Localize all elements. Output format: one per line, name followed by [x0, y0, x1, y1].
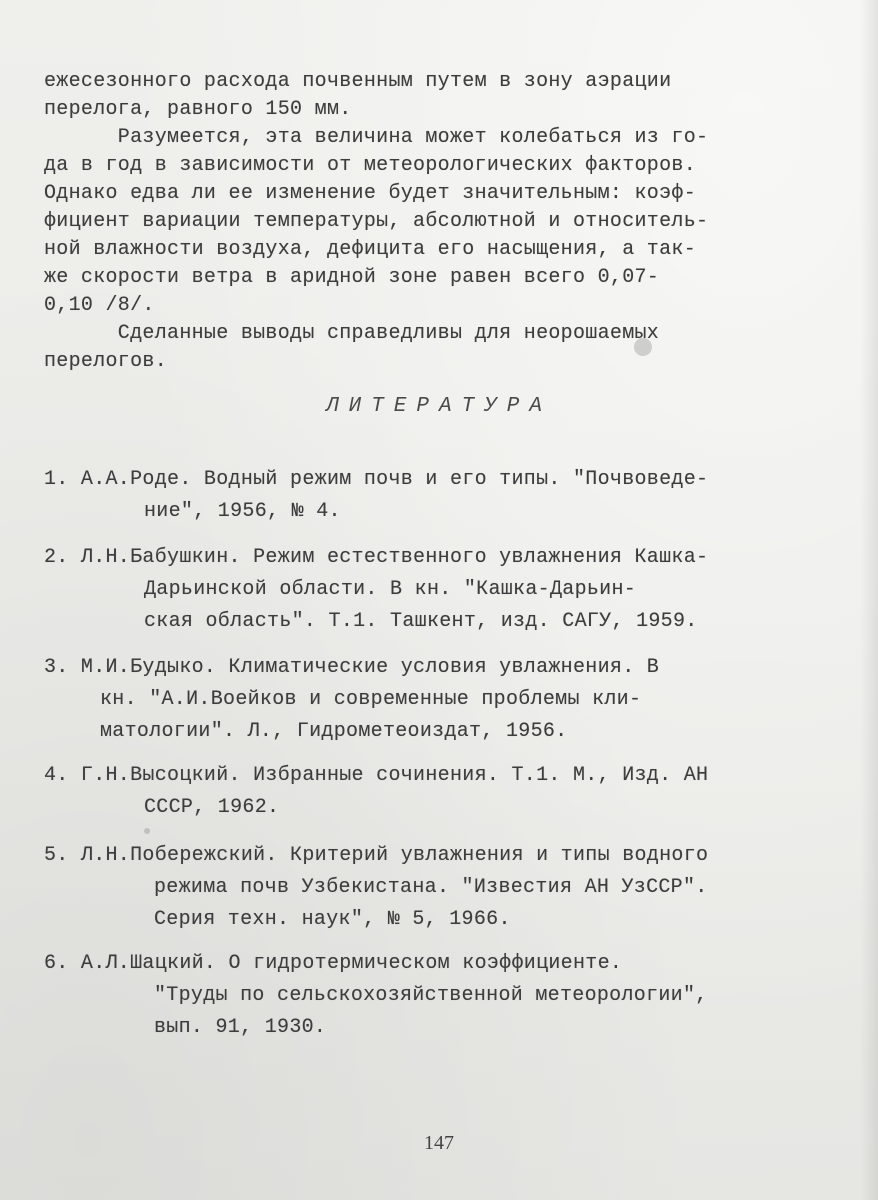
- body-line: Сделанные выводы справедливы для неорошаемых: [44, 322, 660, 345]
- body-line: Однако едва ли ее изменение будет значительным: коэф-: [44, 182, 697, 205]
- reference-line: 6. А.Л.Шацкий. О гидротермическом коэффициенте.: [44, 952, 623, 975]
- reference-line: ская область". Т.1. Ташкент, изд. САГУ, 1959.: [144, 610, 698, 633]
- body-line: же скорости ветра в аридной зоне равен всего 0,07-: [44, 266, 660, 289]
- reference-item: [44, 840, 804, 936]
- body-line: 0,10 /8/.: [44, 294, 155, 317]
- body-line: ежесезонного расхода почвенным путем в зону аэрации: [44, 70, 672, 93]
- reference-line: Дарьинской области. В кн. "Кашка-Дарьин-: [144, 578, 637, 601]
- reference-item: [44, 464, 804, 528]
- ink-spot: [634, 338, 652, 356]
- reference-line: "Труды по сельскохозяйственной метеорологии",: [154, 984, 708, 1007]
- body-line: перелогов.: [44, 350, 168, 373]
- reference-line: 5. Л.Н.Побережский. Критерий увлажнения и типы водного: [44, 844, 709, 867]
- reference-line: режима почв Узбекистана. "Известия АН УзССР".: [154, 876, 708, 899]
- page-edge-shadow: [860, 0, 878, 1200]
- reference-line: 3. М.И.Будыко. Климатические условия увлажнения. В: [44, 656, 660, 679]
- reference-line: кн. "А.И.Воейков и современные проблемы кли-: [100, 688, 642, 711]
- reference-line: вып. 91, 1930.: [154, 1016, 327, 1039]
- page-number: 147: [424, 1132, 454, 1154]
- ink-spot: [144, 828, 150, 834]
- reference-line: СССР, 1962.: [144, 796, 280, 819]
- reference-line: матологии". Л., Гидрометеоиздат, 1956.: [100, 720, 568, 743]
- body-line: Разумеется, эта величина может колебаться из го-: [44, 126, 709, 149]
- body-line: фициент вариации температуры, абсолютной и относитель-: [44, 210, 709, 233]
- body-line: ной влажности воздуха, дефицита его насыщения, а так-: [44, 238, 697, 261]
- reference-item: [44, 542, 804, 638]
- reference-item: [44, 652, 804, 748]
- reference-line: 2. Л.Н.Бабушкин. Режим естественного увлажнения Кашка-: [44, 546, 709, 569]
- reference-item: [44, 760, 804, 824]
- body-line: да в год в зависимости от метеорологических факторов.: [44, 154, 697, 177]
- reference-line: Серия техн. наук", № 5, 1966.: [154, 908, 511, 931]
- reference-line: 4. Г.Н.Высоцкий. Избранные сочинения. Т.1. М., Изд. АН: [44, 764, 709, 787]
- reference-line: ние", 1956, № 4.: [144, 500, 341, 523]
- reference-line: 1. А.А.Роде. Водный режим почв и его типы. "Почвоведе-: [44, 468, 709, 491]
- body-line: перелога, равного 150 мм.: [44, 98, 352, 121]
- references-heading: ЛИТЕРАТУРА: [325, 395, 553, 418]
- reference-item: [44, 948, 804, 1044]
